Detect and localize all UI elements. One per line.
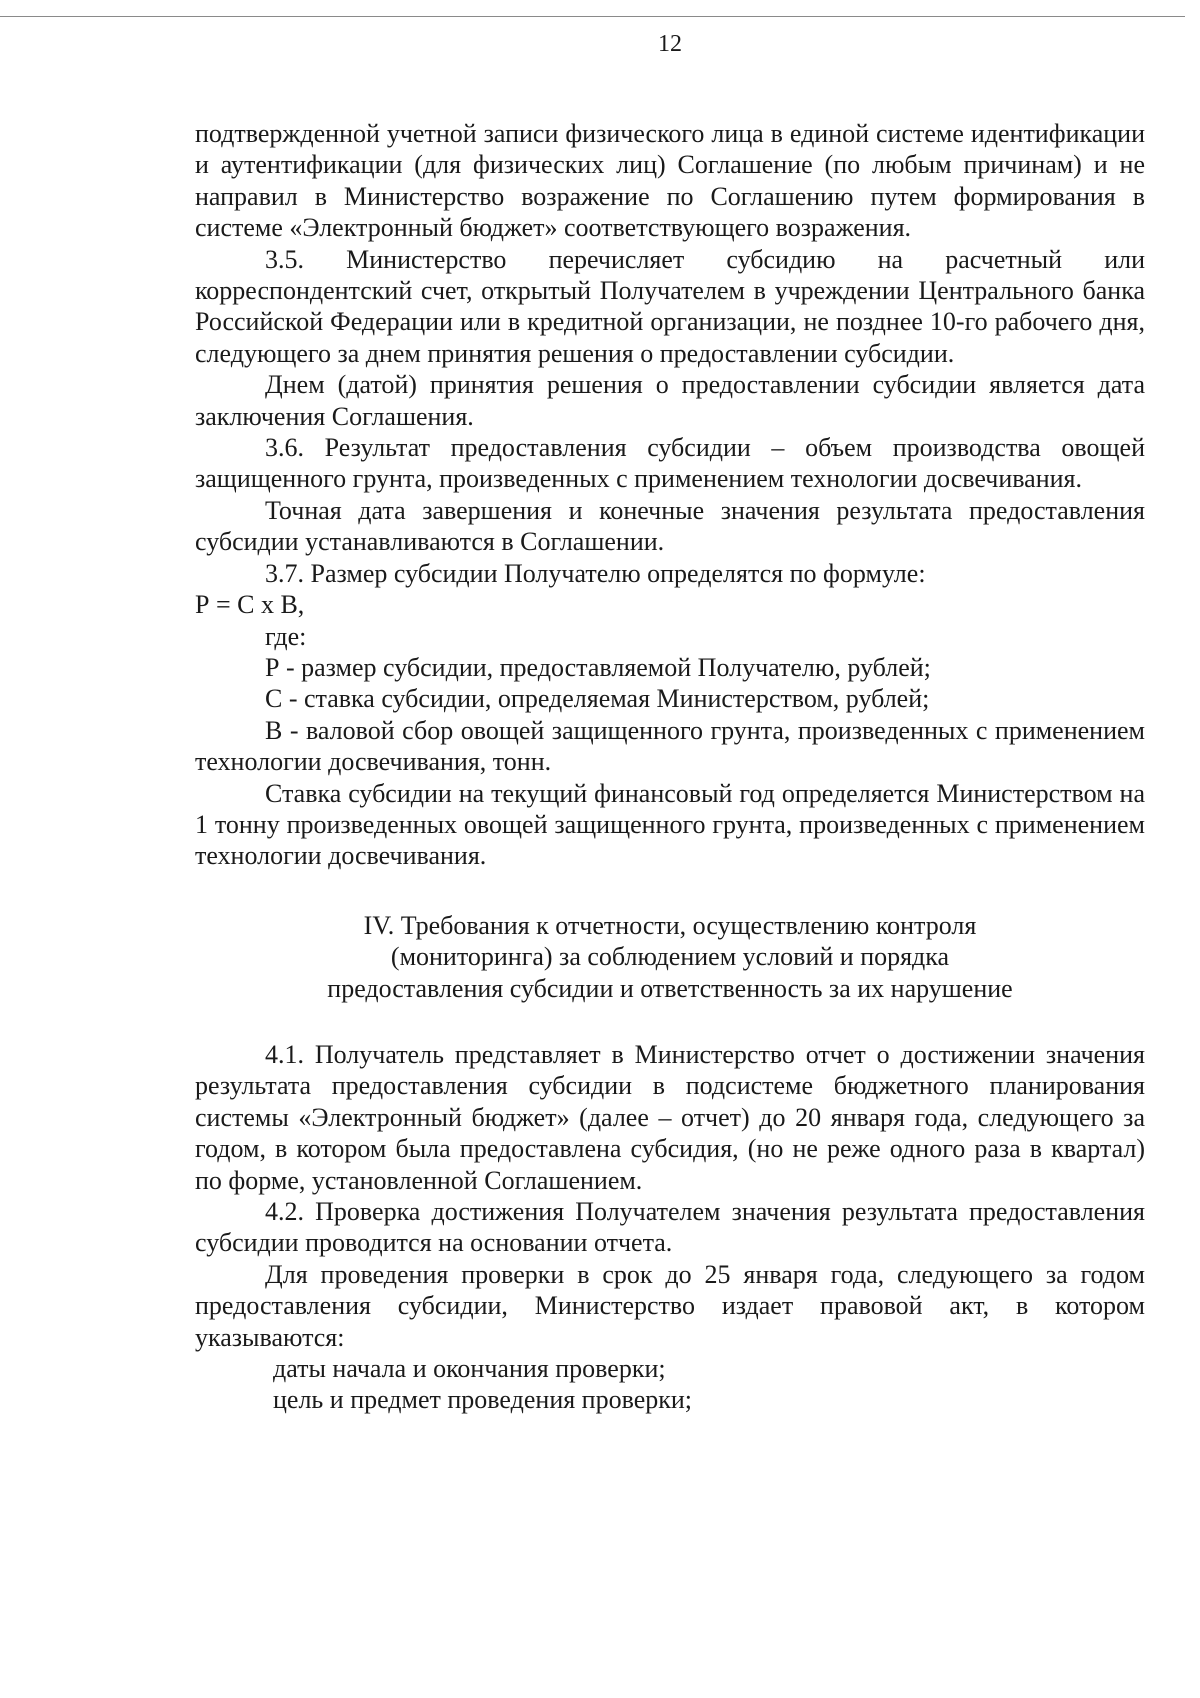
paragraph-inspection: Для проведения проверки в срок до 25 января года, следующего за годом предоставления субсидии, Министерство издает правовой акт, в котором указываются:	[195, 1259, 1145, 1352]
paragraph-4-2: 4.2. Проверка достижения Получателем значения результата предоставления субсидии проводится на основании отчета.	[195, 1197, 1145, 1258]
top-scan-edge	[0, 16, 1185, 17]
paragraph-exact-date: Точная дата завершения и конечные значения результата предоставления субсидии устанавливаются в Соглашении.	[195, 495, 1145, 557]
definition-c: С - ставка субсидии, определяемая Министерством, рублей;	[265, 684, 930, 714]
section-heading	[195, 910, 1145, 1004]
paragraph-3-7: 3.7. Размер субсидии Получателю определятся по формуле:	[265, 558, 926, 588]
formula-where: где:	[265, 621, 307, 651]
page-number: 12	[658, 31, 682, 57]
paragraph-continuation: подтвержденной учетной записи физического лица в единой системе идентификации и аутентификации (для физических лиц) Соглашение (по любым причинам) и не направил в Министерство возражение по Соглашению путем формирования в системе «Электронный бюджет» соответствующего возражения.	[195, 119, 1145, 243]
section-heading-line: предоставления субсидии и ответственность за их нарушение	[327, 973, 1013, 1003]
paragraph-3-6: 3.6. Результат предоставления субсидии – объем производства овощей защищенного грунта, произведенных с применением технологии досвечивания.	[195, 433, 1145, 494]
list-item: даты начала и окончания проверки;	[273, 1354, 666, 1384]
section-heading-line: IV. Требования к отчетности, осуществлению контроля	[363, 910, 977, 940]
list-item: цель и предмет проведения проверки;	[273, 1385, 693, 1415]
definition-b: В - валовой сбор овощей защищенного грунта, произведенных с применением технологии досвечивания, тонн.	[195, 715, 1145, 777]
paragraph-3-5: 3.5. Министерство перечисляет субсидию на расчетный или корреспондентский счет, открытый Получателем в учреждении Центрального банка Российской Федерации или в кредитной организации, не позднее 10-го рабочего дня, следующего за днем принятия решения о предоставлении субсидии.	[195, 244, 1145, 368]
paragraph-rate: Ставка субсидии на текущий финансовый год определяется Министерством на 1 тонну произведенных овощей защищенного грунта, произведенных с применением технологии досвечивания.	[195, 778, 1145, 871]
section-heading-line: (мониторинга) за соблюдением условий и порядка	[390, 942, 950, 972]
definition-p: Р - размер субсидии, предоставляемой Получателю, рублей;	[265, 652, 931, 682]
paragraph-decision-date: Днем (датой) принятия решения о предоставлении субсидии является дата заключения Соглашения.	[195, 370, 1145, 431]
document-body	[195, 118, 1145, 1416]
paragraph-4-1: 4.1. Получатель представляет в Министерство отчет о достижении значения результата предоставления субсидии в подсистеме бюджетного планирования системы «Электронный бюджет» (далее – отчет) до 20 января года, следующего за годом, в котором была предоставлена субсидия, (но не реже одного раза в квартал) по форме, установленной Соглашением.	[195, 1039, 1145, 1195]
formula: Р = С х В,	[195, 590, 305, 620]
